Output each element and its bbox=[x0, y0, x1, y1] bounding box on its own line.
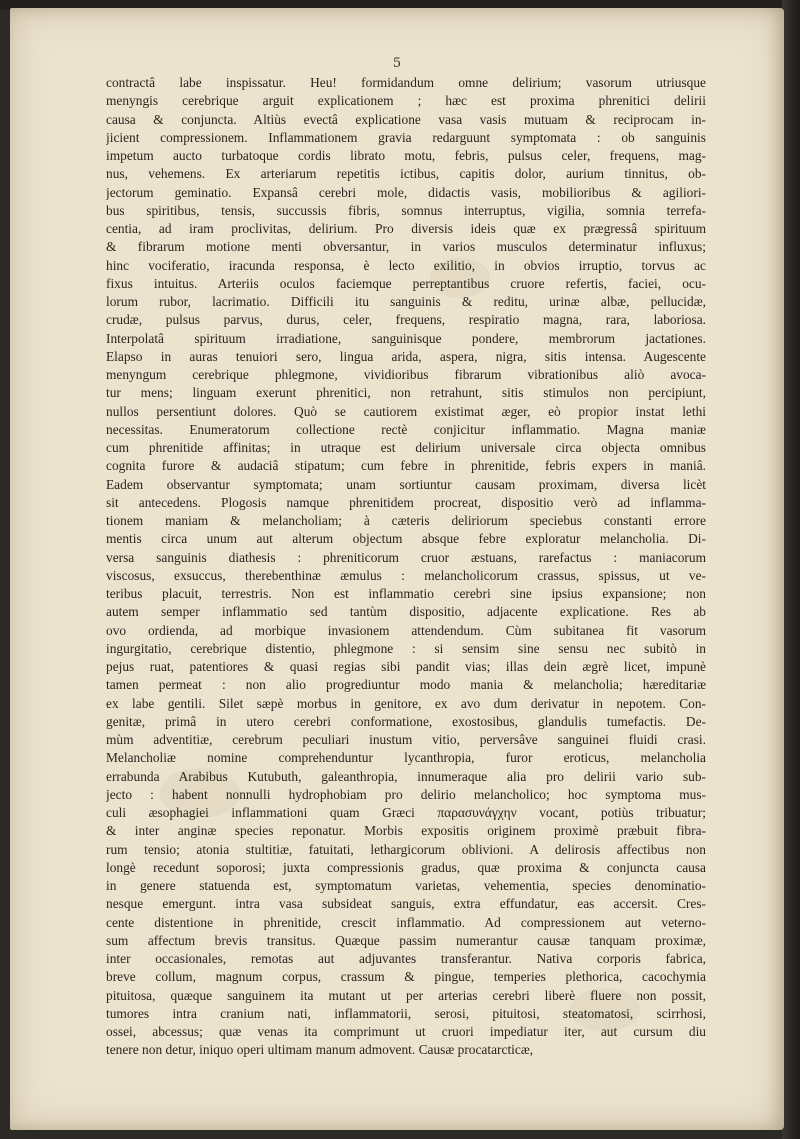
text-line: nus, vehemens. Ex arteriarum repetitis ictibus, capitis dolor, aurium tinnitus, ob- bbox=[106, 166, 706, 182]
text-line: inter occasionales, remotas aut adjuvantes transferantur. Nativa corporis fabrica, bbox=[106, 951, 706, 966]
text-line: bus spiritibus, tensis, succussis fibris, somnus interruptus, vigilia, somnia terrefa- bbox=[106, 202, 706, 218]
text-line: impetum aucto turbatoque cordis librato motu, febris, pulsus celer, frequens, mag- bbox=[106, 148, 706, 163]
text-line: sit antecedens. Plogosis namque phrenitidem procreat, dispositio verò ad inflamma- bbox=[106, 494, 706, 510]
text-line: lorum rubor, lacrimatio. Difficili itu sanguinis & reditu, urinæ albæ, pellucidæ, bbox=[106, 294, 706, 309]
text-line: cognita furore & audaciâ stipatum; cum febre in phrenitide, febris expers in maniâ. bbox=[106, 458, 706, 474]
text-line: causa & conjuncta. Altiùs evectâ explicatione vasa vasis mutuam & reciprocam in- bbox=[106, 111, 706, 127]
text-line: rum tensio; atonia stultitiæ, fatuitati, lethargicorum oblivioni. A delirosis affectibus non bbox=[106, 841, 706, 857]
text-line: pejus ruat, patentiores & quasi regias sibi pandit vias; illas dein ægrè licet, impunè bbox=[106, 659, 706, 674]
text-line: fixus intuitus. Arteriis oculos faciemque perreptantibus cruore refertis, faciei, ocu- bbox=[106, 275, 706, 291]
text-line: Melancholiæ nomine comprehenduntur lycanthropia, furor eroticus, melancholia bbox=[106, 750, 706, 766]
text-line: tenere non detur, iniquo operi ultimam manum admovent. Causæ procatarcticæ, bbox=[106, 1042, 534, 1058]
book-page bbox=[10, 8, 784, 1130]
text-line: tionem maniam & melancholiam; à cæteris deliriorum speciebus constanti errore bbox=[106, 513, 706, 528]
text-line: crudæ, pulsus parvus, durus, celer, frequens, respiratio magna, rara, laboriosa. bbox=[106, 312, 706, 328]
text-line: tumores intra cranium nati, inflammatorii, serosi, pituitosi, steatomatosi, scirrhosi, bbox=[106, 1005, 706, 1021]
text-line: pituitosa, quæque sanguinem ita mutant ut per arterias cerebri liberè fluere non possit, bbox=[106, 987, 706, 1003]
text-line: nesque emergunt. intra vasa subsideat sanguis, extra effundatur, eas accersit. Cres- bbox=[106, 896, 706, 912]
text-line: hinc vociferatio, iracunda responsa, è lecto exilitio, in obvios irruptio, torvus ac bbox=[106, 257, 706, 273]
text-line: contractâ labe inspissatur. Heu! formidandum omne delirium; vasorum utriusque bbox=[106, 75, 706, 90]
text-line: tur mens; linguam exerunt phrenitici, non retrahunt, sitis stimulos non percipiunt, bbox=[106, 385, 706, 401]
text-line: menyngum cerebrique phlegmone, vividioribus fibrarum vibrationibus aliò avoca- bbox=[106, 367, 706, 382]
text-line: breve collum, magnum corpus, crassum & pingue, temperies plethorica, cacochymia bbox=[106, 969, 706, 985]
text-line: jecto : habent nonnulli hydrophobiam pro delirio melancholico; hoc symptoma mus- bbox=[106, 786, 706, 802]
text-line: mùm adventitiæ, cerebrum peculiari inustum vitio, perversâve sanguinei fluidi crasi. bbox=[106, 732, 706, 747]
text-line: Interpolatâ spirituum irradiatione, sanguinisque pondere, membrorum jactationes. bbox=[106, 330, 706, 346]
text-line: nullos persentiunt dolores. Quò se cautiorem existimat æger, eò propior instat lethi bbox=[106, 403, 706, 419]
text-line: jicient compressionem. Inflammationem gravia redarguunt symptomata : ob sanguinis bbox=[106, 129, 706, 145]
text-line: viscosus, exsuccus, therebenthinæ æmulus : melancholicorum crassus, spissus, ut ve- bbox=[106, 567, 706, 583]
text-line: in genere statuenda est, symptomatum varietas, vehementia, species denominatio- bbox=[106, 878, 706, 893]
text-line: Eadem observantur symptomata; unam sortiuntur causam proximam, diversa licèt bbox=[106, 476, 706, 492]
text-line: menyngis cerebrique arguit explicationem ; hæc est proxima phrenitici delirii bbox=[106, 93, 706, 109]
body-text bbox=[106, 74, 706, 1060]
text-line: genitæ, primâ in utero cerebri conformatione, exostosibus, glandulis tumefactis. De- bbox=[106, 713, 706, 729]
text-line: autem semper inflammatio sed tantùm dispositio, adjacente explicatione. Res ab bbox=[106, 604, 706, 620]
text-line: longè recedunt soporosi; juxta compressionis gradus, quæ proxima & conjuncta causa bbox=[106, 859, 706, 875]
text-line: necessitas. Enumeratorum collectione rectè conjicitur inflammatio. Magna maniæ bbox=[106, 421, 706, 437]
text-line: cum phrenitide affinitas; in utraque est delirium universale circa objecta omnibus bbox=[106, 440, 706, 455]
text-line: & inter anginæ species reponatur. Morbis expositis originem proximè præbuit fibra- bbox=[106, 823, 706, 839]
text-line: teribus placuit, terrestris. Non est inflammatio cerebri sine ipsius expansione; non bbox=[106, 586, 706, 601]
text-line: mentis circa unum aut alterum objectum absque febre exploratur melancholia. Di- bbox=[106, 531, 706, 547]
book-binding-edge bbox=[782, 0, 800, 1139]
text-line: ovo ordienda, ad morbique invasionem attendendum. Cùm subitanea fit vasorum bbox=[106, 622, 706, 638]
text-line: cente distentione in phrenitide, crescit inflammatio. Ad compressionem aut veterno- bbox=[106, 914, 706, 930]
text-line: culi æsophagiei inflammationi quam Græci παρασυνάγχην vocant, potiùs tribuatur; bbox=[106, 805, 706, 820]
text-line: errabunda Arabibus Kutubuth, galeanthropia, innumeraque alia pro delirii vario sub- bbox=[106, 768, 706, 784]
text-line: centia, ad iram proclivitas, delirium. Pro diversis ideis quæ ex prægressâ spirituum bbox=[106, 221, 706, 236]
text-line: & fibrarum motione menti obversantur, in varios musculos determinatur influxus; bbox=[106, 239, 706, 255]
text-line: sum affectum brevis transitus. Quæque passim numerantur causæ tanquam proximæ, bbox=[106, 932, 706, 948]
text-line: ingurgitatio, cerebrique distentio, phlegmone : si sensim sine sensu nec subitò in bbox=[106, 640, 706, 656]
text-line: ex labe gentili. Silet sæpè morbus in genitore, ex avo dum derivatur in nepotem. Con- bbox=[106, 695, 706, 711]
text-line: jectorum geminatio. Expansâ cerebri mole, didactis vasis, mobilioribus & agiliori- bbox=[106, 184, 706, 200]
page-number: 5 bbox=[392, 56, 402, 71]
text-line: versa sanguinis diathesis : phreniticorum cruor æstuans, rarefactus : maniacorum bbox=[106, 549, 706, 565]
text-line: Elapso in auras tenuiori sero, lingua arida, aspera, nigra, sitis intensa. Augescente bbox=[106, 348, 706, 364]
text-line: tamen permeat : non alio progrediuntur modo mania & melancholia; hæreditariæ bbox=[106, 677, 706, 693]
text-line: ossei, abcessus; quæ venas ita comprimunt ut cruori impediatur iter, aut cursum diu bbox=[106, 1024, 706, 1039]
